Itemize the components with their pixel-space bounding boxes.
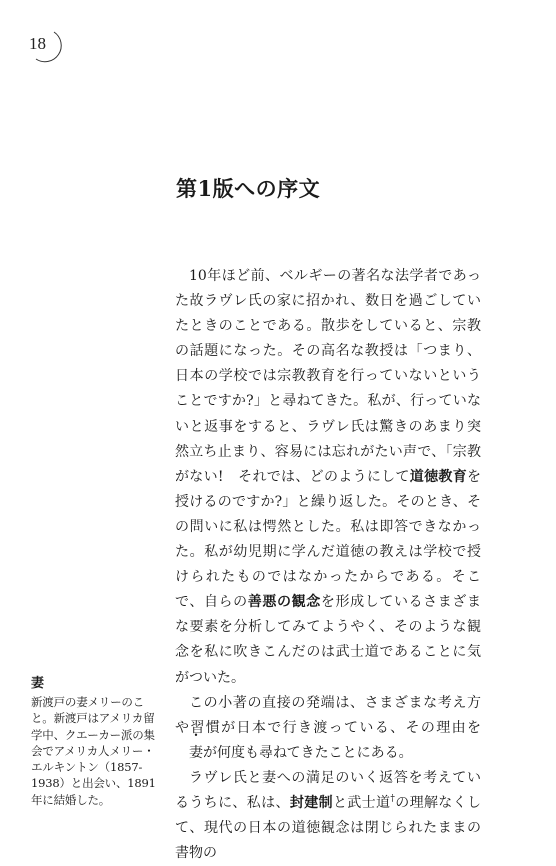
side-note-body: 新渡戸の妻メリーのこと。新渡戸はアメリカ留学中、クエーカー派の集会でアメリカ人メリー・エルキントン（1857-1938）と出会い、1891年に結婚した。 (31, 695, 156, 807)
text-run: この小著の直接の発端は、さまざまな考え方や習慣が日本で行き渡っている、その理由を (175, 694, 481, 736)
bold-term: 道徳教育 (409, 468, 468, 485)
paragraph (175, 264, 481, 691)
text-run: 10年ほど前、ベルギーの著名な法学者であった故ラヴレ氏の家に招かれ、数日を過ごしていたときのことである。散歩をしていると、宗教の話題になった。その高名な教授は「つまり、日本の学校では宗教教育を行っていないということですか?」と尋ねてきた。私が、行っていないと返事をすると、ラヴレ氏は驚きのあまり突然立ち止まり、容易には忘れがたい声で、「宗教がない! それでは、どのようにして (175, 268, 481, 485)
body-text (175, 264, 481, 866)
text-run: と武士道 (332, 794, 391, 811)
bold-term: 封建制 (289, 794, 333, 811)
paragraph (175, 691, 481, 766)
side-note-term: 妻 (31, 676, 45, 691)
paragraph (175, 766, 481, 866)
text-run: を授けるのですか?」と繰り返した。そのとき、その問いに私は愕然とした。私は即答できなかった。私が幼児期に学んだ道徳の教えは学校で授けられたものではなかったからである。そこで、自らの (175, 468, 482, 611)
text-run: の理解なくして、現代の日本の道徳観念は閉じられたままの書物の (175, 794, 482, 862)
page-number: 18 (29, 34, 46, 53)
text-run: ラヴレ氏と妻への満足のいく返答を考えているうちに、私は、 (175, 769, 481, 811)
emphasized-term: 妻 (189, 744, 203, 761)
text-run: を形成しているさまざまな要素を分析してみてようやく、そのような観念を私に吹きこんだのは武士道であることに気がついた。 (175, 594, 482, 686)
text-run: が何度も尋ねてきたことにある。 (203, 744, 413, 761)
chapter-title: 第1版への序文 (176, 176, 321, 202)
bold-term: 善悪の観念 (247, 594, 321, 611)
side-note (31, 675, 161, 808)
footnote-marker: † (390, 793, 396, 804)
